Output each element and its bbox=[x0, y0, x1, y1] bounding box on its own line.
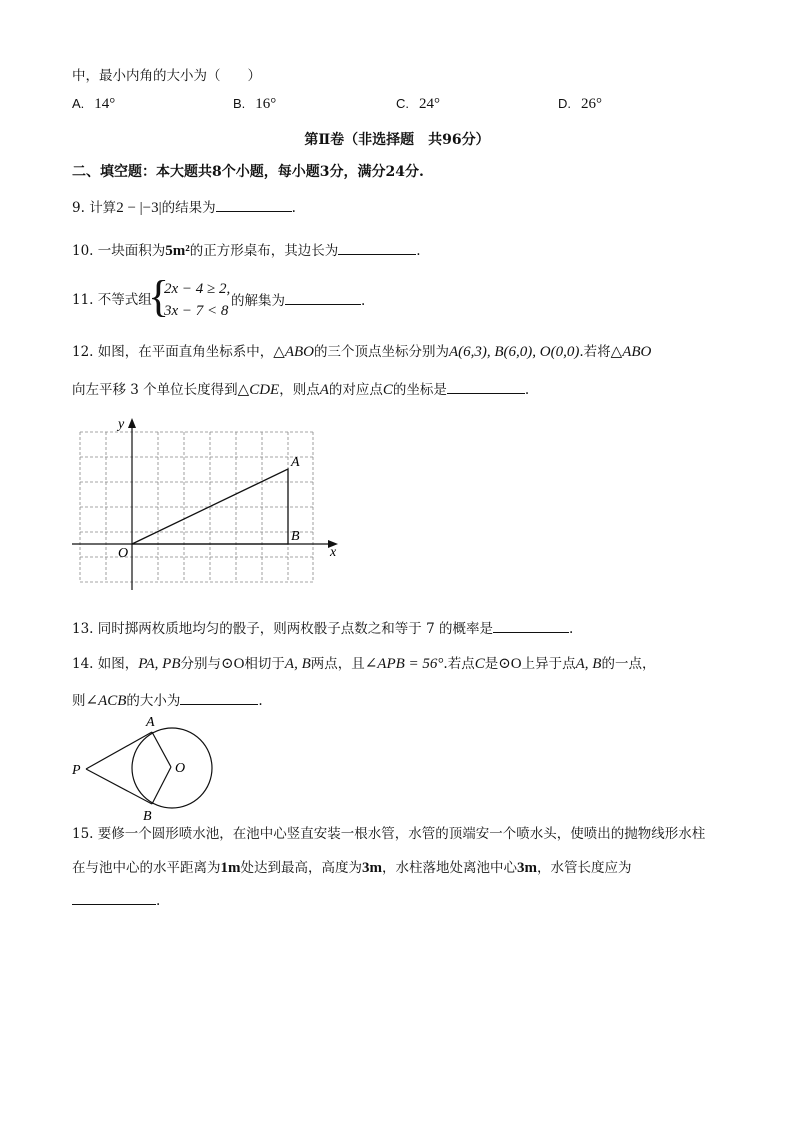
question-12-line-1: 12. 如图，在平面直角坐标系中，△ABO的三个顶点坐标分别为A(6,3), B(6,0), O(0,0).若将△ABO bbox=[72, 344, 652, 360]
circle-o bbox=[132, 728, 212, 808]
system-brace: { bbox=[148, 272, 170, 321]
point-b-label: B bbox=[143, 809, 152, 824]
question-11: 11. 不等式组 bbox=[72, 292, 152, 308]
question-14-line-1: 14. 如图，PA, PB分别与⊙O相切于A, B两点，且∠APB = 56°.若点C是⊙O上异于点A, B的一点， bbox=[72, 656, 656, 672]
point-p-label: P bbox=[72, 763, 81, 778]
point-a-label: A bbox=[146, 715, 155, 730]
question-8-tail: 中，最小内角的大小为（ ） bbox=[72, 68, 261, 84]
y-axis-arrow bbox=[128, 418, 136, 428]
circle-tangent-figure bbox=[66, 712, 226, 824]
option-b[interactable]: B. 16° bbox=[233, 96, 277, 112]
answer-blank-13[interactable] bbox=[493, 618, 569, 633]
question-10: 10. 一块面积为5m²的正方形桌布，其边长为 . bbox=[72, 240, 421, 261]
option-a[interactable]: A. 14° bbox=[72, 96, 116, 112]
question-15-line-3: . bbox=[72, 890, 160, 911]
answer-blank-14[interactable] bbox=[180, 690, 258, 705]
center-o-label: O bbox=[175, 761, 186, 776]
answer-blank-15[interactable] bbox=[72, 890, 156, 905]
section-2-heading: 二、填空题：本大题共8个小题，每小题3分，满分24分. bbox=[72, 164, 424, 180]
option-c[interactable]: C. 24° bbox=[396, 96, 440, 112]
grid-lines bbox=[80, 432, 313, 582]
answer-blank-10[interactable] bbox=[338, 240, 416, 255]
part-2-title: 第Ⅱ卷（非选择题 共96分） bbox=[304, 132, 490, 148]
radius-oa bbox=[152, 732, 171, 767]
question-12-line-2: 向左平移 3 个单位长度得到△CDE，则点A的对应点C的坐标是 . bbox=[72, 379, 529, 400]
question-15-line-2: 在与池中心的水平距离为1m处达到最高，高度为3m，水柱落地处离池中心3m，水管长度应为 bbox=[72, 860, 632, 876]
x-label: x bbox=[330, 545, 337, 560]
question-14-line-2: 则∠ACB的大小为 . bbox=[72, 690, 263, 711]
coordinate-figure bbox=[66, 412, 346, 602]
point-a-label: A bbox=[291, 455, 300, 470]
answer-blank-9[interactable] bbox=[216, 197, 292, 212]
inequality-1: 2x − 4 ≥ 2, bbox=[164, 281, 231, 297]
tangent-pb bbox=[86, 769, 152, 804]
question-11-tail: 的解集为 . bbox=[231, 290, 365, 311]
question-15-line-1: 15. 要修一个圆形喷水池，在池中心竖直安装一根水管，水管的顶端安一个喷水头，使喷出的抛物线形水柱 bbox=[72, 826, 706, 842]
question-13: 13. 同时掷两枚质地均匀的骰子，则两枚骰子点数之和等于 7 的概率是 . bbox=[72, 618, 573, 639]
tangent-pa bbox=[86, 732, 152, 769]
inequality-2: 3x − 7 < 8 bbox=[164, 303, 229, 319]
option-d[interactable]: D. 26° bbox=[558, 96, 602, 112]
y-label: y bbox=[118, 417, 125, 432]
point-b-label: B bbox=[291, 529, 300, 544]
answer-blank-12[interactable] bbox=[447, 379, 525, 394]
answer-blank-11[interactable] bbox=[285, 290, 361, 305]
origin-label: O bbox=[118, 546, 129, 561]
question-9: 9. 计算2 − |−3|的结果为 . bbox=[72, 197, 296, 218]
radius-ob bbox=[152, 767, 171, 804]
